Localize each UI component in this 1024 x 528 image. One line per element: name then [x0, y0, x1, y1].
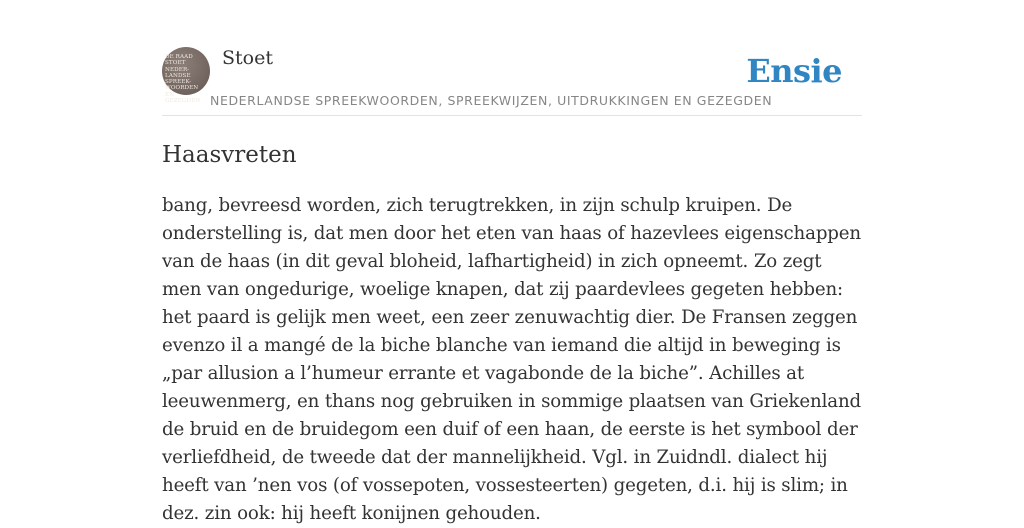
- ensie-logo[interactable]: Ensie: [746, 52, 842, 90]
- page-title: Haasvreten: [162, 142, 297, 168]
- definition-text: bang, bevreesd worden, zich terugtrekken, in zijn schulp kruipen. De onderstelling is, dat men door het eten van haas of hazevlees eigenschappen van de haas (in dit geval bloheid, lafhartigheid) in zich opneemt. Zo zegt men van ongedurige, woelige knapen, dat zij paardevlees gegeten hebben: het paard is gelijk men weet, een zeer zenuwachtig dier. De Fransen zeggen evenzo il a mangé de la biche blanche van iemand die altijd in beweging is „par allusion a l’humeur errante et vagabonde de la biche”. Achilles at leeuwenmerg, en thans nog gebruiken in sommige plaatsen van Griekenland de bruid en de bruidegom een duif of een haan, de eerste is het symbool der verliefdheid, de tweede dat der mannelijkheid. Vgl. in Zuidndl. dialect hij heeft van ’nen vos (of vossepoten, vossesteerten) gegeten, d.i. hij is slim; in dez. zin ook: hij heeft konijnen gehouden.: [162, 195, 862, 524]
- author-link[interactable]: Stoet: [222, 47, 273, 69]
- avatar-logo-text: DE RAAD STOET NEDER- LANDSE SPREEK- WOORDEN EN GEZEGDEN: [165, 54, 201, 105]
- avatar[interactable]: [162, 47, 210, 105]
- header: [162, 46, 862, 116]
- source-subtitle[interactable]: NEDERLANDSE SPREEKWOORDEN, SPREEKWIJZEN, UITDRUKKINGEN EN GEZEGDEN: [210, 93, 773, 108]
- divider: [162, 115, 862, 116]
